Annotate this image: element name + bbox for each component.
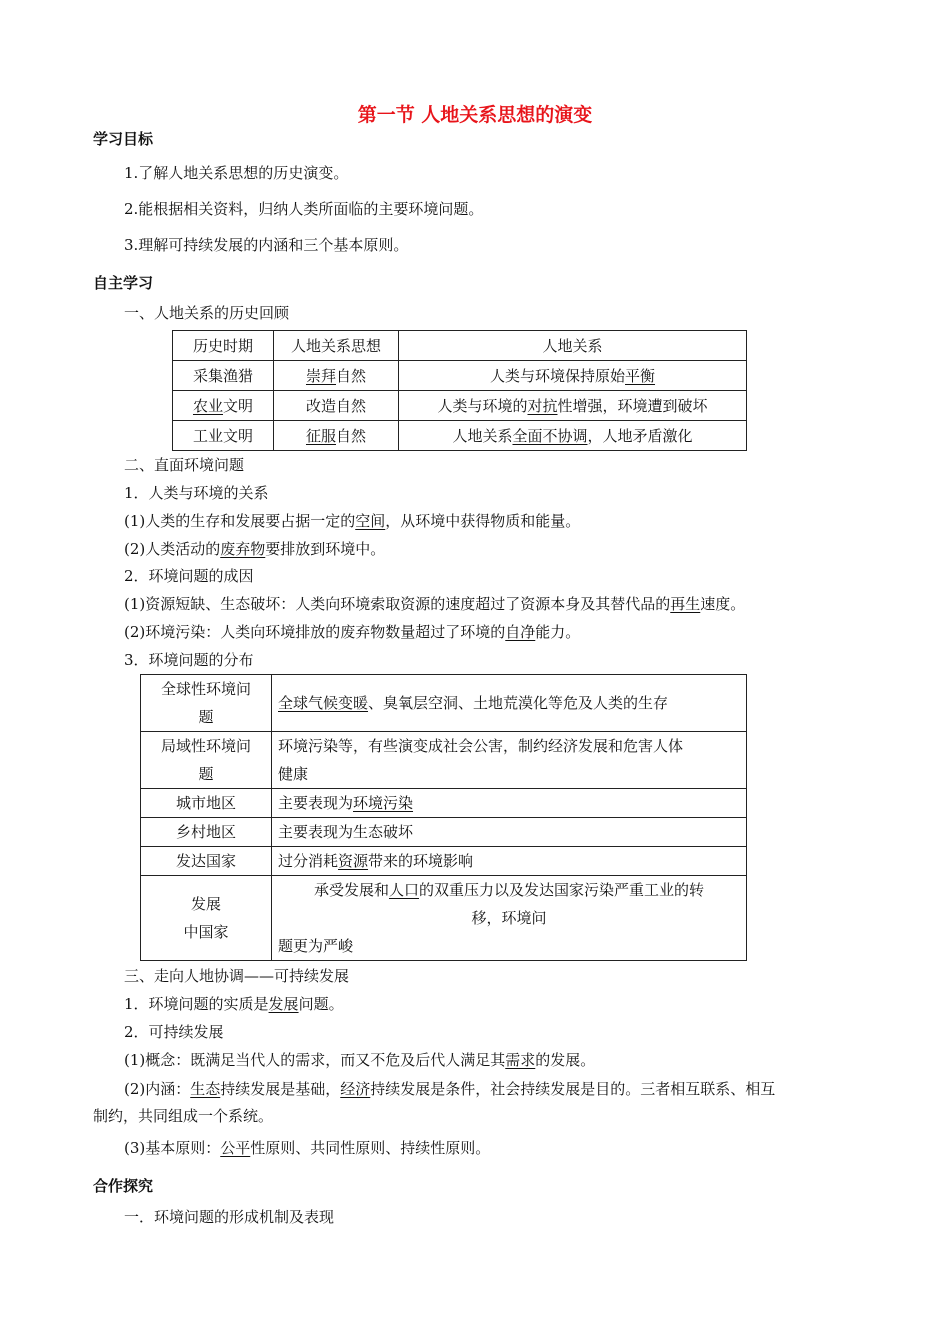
section-2-heading: 二、直面环境问题 [124,456,245,474]
table-header-row [173,331,747,361]
goal-item-3: 3.理解可持续发展的内涵和三个基本原则。 [124,236,409,254]
table-row [141,847,747,876]
category-cell: 发达国家 [141,847,272,876]
table-row [173,391,747,421]
paragraph-3-2b-cont: 制约，共同组成一个系统。 [93,1107,274,1125]
idea-cell: 征服自然 [274,421,399,451]
self-study-heading: 自主学习 [93,274,154,292]
table-row [141,675,747,732]
section-3-heading: 三、走向人地协调——可持续发展 [124,967,350,985]
table-row [173,361,747,391]
section-1-heading: 一、人地关系的历史回顾 [124,304,290,322]
header-cell: 人地关系思想 [274,331,399,361]
subheading-3-2: 2．可持续发展 [124,1023,224,1041]
coop-heading: 合作探究 [93,1177,154,1195]
description-cell: 环境污染等，有些演变成社会公害，制约经济发展和危害人体 健康 [272,732,747,789]
paragraph-2-1a: (1)人类的生存和发展要占据一定的空间，从环境中获得物质和能量。 [124,512,581,530]
coop-section-1: 一．环境问题的形成机制及表现 [124,1208,335,1226]
description-cell: 主要表现为环境污染 [272,789,747,818]
history-table [172,330,747,451]
period-cell: 采集渔猎 [173,361,274,391]
category-cell: 城市地区 [141,789,272,818]
category-cell: 局域性环境问 题 [141,732,272,789]
page-title: 第一节 人地关系思想的演变 [357,104,593,126]
goals-heading: 学习目标 [93,130,154,148]
header-cell: 人地关系 [399,331,747,361]
description-cell: 承受发展和人口的双重压力以及发达国家污染严重工业的转 移，环境问 题更为严峻 [272,876,747,961]
table-row [141,789,747,818]
paragraph-2-1b: (2)人类活动的废弃物要排放到环境中。 [124,540,386,558]
paragraph-3-2a: (1)概念：既满足当代人的需求，而又不危及后代人满足其需求的发展。 [124,1051,596,1069]
description-cell: 全球气候变暖、臭氧层空洞、土地荒漠化等危及人类的生存 [272,675,747,732]
relation-cell: 人地关系全面不协调，人地矛盾激化 [399,421,747,451]
description-cell: 主要表现为生态破坏 [272,818,747,847]
goal-item-2: 2.能根据相关资料，归纳人类所面临的主要环境问题。 [124,200,484,218]
paragraph-2-2a: (1)资源短缺、生态破坏：人类向环境索取资源的速度超过了资源本身及其替代品的再生速度。 [124,595,746,613]
category-cell: 发展 中国家 [141,876,272,961]
subheading-2-1: 1．人类与环境的关系 [124,484,269,502]
header-cell: 历史时期 [173,331,274,361]
description-cell: 过分消耗资源带来的环境影响 [272,847,747,876]
paragraph-3-2b: (2)内涵：生态持续发展是基础，经济持续发展是条件，社会持续发展是目的。三者相互联系、相互 [124,1080,776,1098]
period-cell: 农业文明 [173,391,274,421]
paragraph-3-2c: (3)基本原则：公平性原则、共同性原则、持续性原则。 [124,1139,491,1157]
idea-cell: 改造自然 [274,391,399,421]
category-cell: 乡村地区 [141,818,272,847]
goal-item-1: 1.了解人地关系思想的历史演变。 [124,164,349,182]
relation-cell: 人类与环境保持原始平衡 [399,361,747,391]
relation-cell: 人类与环境的对抗性增强，环境遭到破坏 [399,391,747,421]
paragraph-3-1: 1．环境问题的实质是发展问题。 [124,995,344,1013]
paragraph-2-2b: (2)环境污染：人类向环境排放的废弃物数量超过了环境的自净能力。 [124,623,581,641]
period-cell: 工业文明 [173,421,274,451]
subheading-2-3: 3．环境问题的分布 [124,651,254,669]
subheading-2-2: 2．环境问题的成因 [124,567,254,585]
table-row [141,876,747,961]
distribution-table [140,674,747,961]
table-row [141,732,747,789]
table-row [141,818,747,847]
idea-cell: 崇拜自然 [274,361,399,391]
category-cell: 全球性环境问 题 [141,675,272,732]
table-row [173,421,747,451]
